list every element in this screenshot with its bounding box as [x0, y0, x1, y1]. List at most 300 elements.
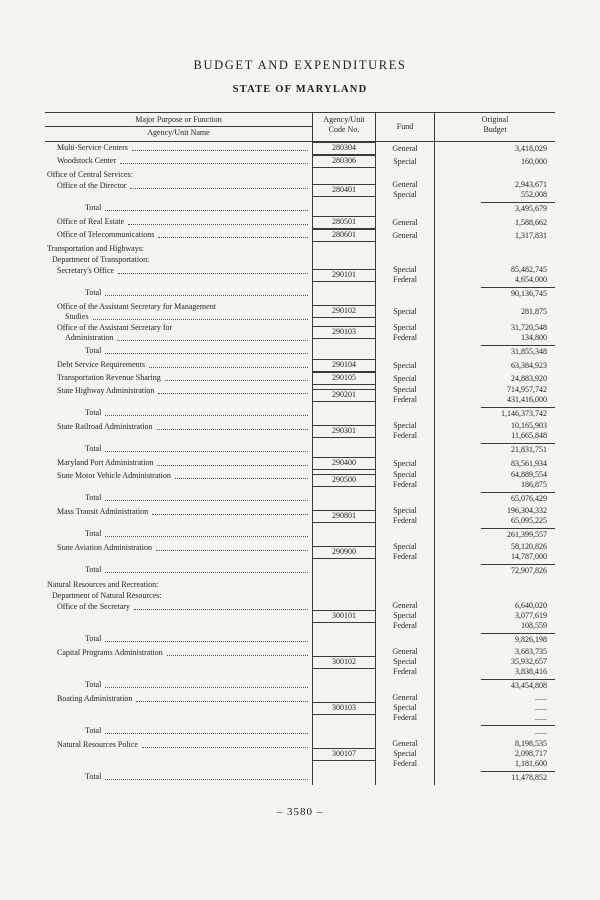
table-row — [45, 739, 555, 769]
agency-name-cell — [45, 180, 312, 200]
total-amount: ...... — [481, 725, 555, 737]
fund-name: Special — [393, 542, 417, 551]
budget-cell — [434, 631, 555, 647]
table-row — [45, 470, 555, 490]
agency-name-cell — [45, 301, 312, 322]
agency-code: 290400 — [313, 457, 375, 470]
agency-name-text: State Highway Administration — [57, 386, 155, 395]
total-label-line — [45, 343, 312, 359]
budget-cell — [434, 254, 555, 265]
fund-name: Federal — [393, 759, 417, 768]
agency-name-cell — [45, 372, 312, 385]
fund-cell — [375, 693, 434, 723]
budget-amount: 85,482,745 — [511, 265, 547, 274]
table-row — [45, 421, 555, 441]
total-label-line — [45, 723, 312, 739]
table-row — [45, 457, 555, 470]
dot-leader — [120, 163, 308, 164]
table-row — [45, 155, 555, 168]
fund-cell — [375, 506, 434, 526]
agency-code-cell — [312, 769, 375, 785]
total-label: Total — [85, 203, 102, 212]
total-label-line — [45, 769, 312, 785]
agency-code-cell — [312, 142, 375, 155]
table-row — [45, 168, 555, 180]
agency-code-cell — [312, 590, 375, 601]
agency-name-text: Office of Real Estate — [57, 217, 125, 226]
budget-amount: 3,077,619 — [515, 611, 547, 620]
agency-code-cell — [312, 405, 375, 421]
agency-code-cell — [312, 200, 375, 216]
agency-name-line — [45, 229, 312, 240]
table-row — [45, 441, 555, 457]
budget-cell — [434, 526, 555, 542]
agency-name-text: State Aviation Administration — [57, 543, 152, 552]
dot-leader — [117, 340, 308, 341]
fund-cell — [375, 562, 434, 578]
table-row — [45, 285, 555, 301]
fund-cell — [375, 254, 434, 265]
table-row — [45, 631, 555, 647]
agency-code: 290900 — [313, 546, 375, 559]
table-row — [45, 601, 555, 631]
fund-cell — [375, 490, 434, 506]
budget-amount: 14,787,000 — [511, 552, 547, 561]
budget-cell — [434, 693, 555, 723]
dot-leader — [105, 500, 308, 501]
dot-leader — [157, 465, 308, 466]
budget-cell — [434, 601, 555, 631]
table-row — [45, 385, 555, 405]
agency-name-cell — [45, 200, 312, 216]
agency-code-cell — [312, 739, 375, 769]
fund-cell — [375, 441, 434, 457]
fund-cell — [375, 142, 434, 155]
fund-name: General — [392, 143, 418, 153]
section-heading — [45, 254, 312, 265]
agency-code-cell — [312, 343, 375, 359]
agency-code-cell — [312, 677, 375, 693]
budget-cell — [434, 229, 555, 242]
total-amount: 261,399,557 — [481, 528, 555, 540]
fund-name: Federal — [393, 713, 417, 722]
fund-name: General — [392, 217, 418, 227]
budget-cell — [434, 385, 555, 405]
budget-amount: 8,198,535 — [515, 739, 547, 748]
agency-code-cell — [312, 229, 375, 242]
section-heading — [45, 168, 312, 180]
agency-name-line — [45, 601, 312, 612]
budget-cell — [434, 590, 555, 601]
agency-name-cell — [45, 490, 312, 506]
dot-leader — [105, 779, 308, 780]
budget-amount: 4,654,000 — [515, 275, 547, 284]
budget-amount: 281,875 — [521, 306, 547, 316]
table-row — [45, 578, 555, 590]
fund-cell — [375, 578, 434, 590]
fund-cell — [375, 322, 434, 343]
total-label-line — [45, 441, 312, 457]
agency-code-cell — [312, 421, 375, 441]
table-row — [45, 229, 555, 242]
budget-amount: 552,008 — [521, 190, 547, 199]
fund-cell — [375, 457, 434, 470]
dot-leader — [128, 224, 308, 225]
total-label: Total — [85, 529, 102, 538]
dot-leader — [158, 393, 308, 394]
dot-leader — [105, 295, 308, 296]
agency-name-line — [45, 542, 312, 553]
agency-name-cell — [45, 343, 312, 359]
budget-cell — [434, 343, 555, 359]
budget-amount: 58,120,826 — [511, 542, 547, 551]
budget-cell — [434, 180, 555, 200]
table-header-row — [45, 113, 555, 142]
agency-name-line — [45, 470, 312, 481]
agency-name-text: Natural Resources Police — [57, 740, 138, 749]
budget-amount: 6,640,020 — [515, 601, 547, 610]
fund-name: General — [392, 180, 418, 189]
total-amount: 90,136,745 — [481, 287, 555, 299]
budget-amount: 2,098,717 — [515, 749, 547, 758]
fund-cell — [375, 405, 434, 421]
agency-name-text: Office of the Assistant Secretary for Management — [57, 302, 216, 311]
agency-name-line — [45, 322, 312, 333]
agency-code-cell — [312, 216, 375, 229]
agency-name-cell — [45, 168, 312, 180]
agency-name-cell — [45, 578, 312, 590]
table-row — [45, 693, 555, 723]
column-header-budget-line2: Budget — [483, 125, 507, 134]
fund-cell — [375, 265, 434, 285]
budget-cell — [434, 769, 555, 785]
fund-name: Special — [393, 470, 417, 479]
agency-name-cell — [45, 322, 312, 343]
dot-leader — [105, 572, 308, 573]
dot-leader — [175, 478, 308, 479]
budget-amount: 186,875 — [521, 480, 547, 489]
dot-leader — [118, 273, 308, 274]
agency-name-cell — [45, 441, 312, 457]
agency-code: 300107 — [313, 748, 375, 761]
table-row — [45, 242, 555, 254]
fund-cell — [375, 542, 434, 562]
agency-name-text: Woodstock Center — [57, 156, 117, 165]
column-header-purpose — [45, 113, 312, 141]
fund-name: Special — [393, 265, 417, 274]
budget-amount: 11,665,848 — [511, 431, 547, 440]
agency-name-text: Administration — [65, 333, 114, 342]
agency-code-cell — [312, 322, 375, 343]
page-subtitle: STATE OF MARYLAND — [232, 84, 368, 95]
dot-leader — [105, 733, 308, 734]
total-amount: 11,478,852 — [481, 771, 555, 783]
agency-name-text: State Railroad Administration — [57, 422, 153, 431]
agency-code-cell — [312, 470, 375, 490]
fund-name: Federal — [393, 431, 417, 440]
budget-cell — [434, 723, 555, 739]
budget-cell — [434, 265, 555, 285]
table-row — [45, 677, 555, 693]
fund-name: Federal — [393, 275, 417, 284]
budget-cell — [434, 441, 555, 457]
dot-leader — [167, 655, 308, 656]
dot-leader — [105, 451, 308, 452]
table-row — [45, 142, 555, 155]
total-label: Total — [85, 726, 102, 735]
fund-name: Special — [393, 360, 417, 370]
budget-cell — [434, 405, 555, 421]
fund-cell — [375, 631, 434, 647]
fund-name: Federal — [393, 621, 417, 630]
agency-name-cell — [45, 359, 312, 372]
agency-code-cell — [312, 601, 375, 631]
agency-name-line — [45, 385, 312, 396]
agency-code: 280501 — [313, 216, 375, 229]
budget-amount: 1,181,600 — [515, 759, 547, 768]
agency-code-cell — [312, 242, 375, 254]
budget-cell — [434, 142, 555, 155]
budget-cell — [434, 506, 555, 526]
fund-name: Special — [393, 190, 417, 199]
fund-name: Federal — [393, 552, 417, 561]
agency-name-text: Office of the Assistant Secretary for — [57, 323, 173, 332]
total-label-line — [45, 285, 312, 301]
budget-amount: ...... — [535, 703, 547, 712]
table-row — [45, 301, 555, 322]
budget-cell — [434, 168, 555, 180]
agency-name-text: Mass Transit Administration — [57, 507, 149, 516]
table-row — [45, 562, 555, 578]
agency-name-cell — [45, 739, 312, 769]
total-label: Total — [85, 634, 102, 643]
agency-name-cell — [45, 385, 312, 405]
agency-name-line — [45, 457, 312, 468]
agency-name-cell — [45, 769, 312, 785]
agency-name-line — [45, 647, 312, 658]
budget-amount: 2,943,671 — [515, 180, 547, 189]
fund-cell — [375, 385, 434, 405]
agency-code-cell — [312, 168, 375, 180]
budget-cell — [434, 562, 555, 578]
agency-code-cell — [312, 457, 375, 470]
table-row — [45, 506, 555, 526]
agency-code: 300103 — [313, 702, 375, 715]
fund-name: Special — [393, 611, 417, 620]
budget-cell — [434, 542, 555, 562]
budget-amount: 31,720,548 — [511, 322, 547, 332]
agency-name-text: Maryland Port Administration — [57, 458, 154, 467]
budget-cell — [434, 285, 555, 301]
fund-name: General — [392, 739, 418, 748]
dot-leader — [152, 514, 308, 515]
table-row — [45, 769, 555, 785]
fund-cell — [375, 590, 434, 601]
agency-code: 290104 — [313, 359, 375, 372]
agency-code-cell — [312, 526, 375, 542]
agency-name-line — [45, 180, 312, 191]
column-header-code-line1: Agency/Unit — [323, 115, 365, 124]
agency-name-text: Multi-Service Centers — [57, 143, 128, 152]
budget-amount: 24,883,920 — [511, 373, 547, 383]
agency-code: 290201 — [313, 389, 375, 402]
fund-name: Special — [393, 749, 417, 758]
agency-code-cell — [312, 359, 375, 372]
fund-cell — [375, 242, 434, 254]
fund-name: General — [392, 601, 418, 610]
fund-cell — [375, 647, 434, 677]
budget-cell — [434, 578, 555, 590]
fund-name: Special — [393, 385, 417, 394]
page-number: – 3580 – — [276, 806, 324, 818]
table-row — [45, 265, 555, 285]
budget-cell — [434, 470, 555, 490]
total-amount: 72,907,826 — [481, 564, 555, 576]
fund-name: Special — [393, 322, 417, 332]
budget-cell — [434, 677, 555, 693]
section-heading-text: Natural Resources and Recreation: — [47, 580, 159, 589]
table-row — [45, 490, 555, 506]
dot-leader — [132, 150, 308, 151]
dot-leader — [156, 550, 308, 551]
table-row — [45, 343, 555, 359]
budget-cell — [434, 421, 555, 441]
agency-name-cell — [45, 723, 312, 739]
table-row — [45, 647, 555, 677]
agency-code-cell — [312, 372, 375, 385]
agency-name-line — [45, 739, 312, 750]
agency-name-cell — [45, 506, 312, 526]
agency-name-text: State Motor Vehicle Administration — [57, 471, 171, 480]
page-title: BUDGET AND EXPENDITURES — [193, 58, 407, 72]
fund-cell — [375, 168, 434, 180]
table-body — [45, 142, 555, 785]
agency-code-cell — [312, 441, 375, 457]
agency-name-text: Office of the Secretary — [57, 602, 130, 611]
budget-amount: 134,800 — [521, 332, 547, 342]
agency-name-text: Secretary's Office — [57, 266, 115, 275]
agency-code-cell — [312, 490, 375, 506]
table-row — [45, 200, 555, 216]
dot-leader — [158, 237, 308, 238]
agency-code: 290102 — [313, 305, 375, 318]
agency-name-text: Transportation Revenue Sharing — [57, 373, 161, 382]
budget-amount: 83,561,934 — [511, 458, 547, 468]
table-row — [45, 359, 555, 372]
fund-name: Federal — [393, 480, 417, 489]
total-label: Total — [85, 565, 102, 574]
fund-name: General — [392, 693, 418, 702]
agency-name-line — [45, 155, 312, 166]
agency-name-line — [45, 693, 312, 704]
budget-cell — [434, 739, 555, 769]
fund-name: Special — [393, 703, 417, 712]
agency-name-cell — [45, 142, 312, 155]
total-label: Total — [85, 444, 102, 453]
total-amount: 21,831,751 — [481, 443, 555, 455]
agency-name-cell — [45, 470, 312, 490]
total-label: Total — [85, 288, 102, 297]
agency-name-cell — [45, 457, 312, 470]
budget-cell — [434, 155, 555, 168]
fund-cell — [375, 285, 434, 301]
budget-cell — [434, 301, 555, 322]
budget-cell — [434, 322, 555, 343]
agency-name-cell — [45, 155, 312, 168]
column-header-purpose-line1: Major Purpose or Function — [45, 115, 312, 127]
agency-name-line — [45, 372, 312, 383]
agency-code-cell — [312, 693, 375, 723]
agency-name-cell — [45, 647, 312, 677]
budget-amount: 714,957,742 — [507, 385, 547, 394]
agency-name-line — [45, 216, 312, 227]
dot-leader — [93, 319, 308, 320]
fund-cell — [375, 301, 434, 322]
agency-name-cell — [45, 229, 312, 242]
budget-cell — [434, 647, 555, 677]
fund-cell — [375, 723, 434, 739]
budget-amount: ...... — [535, 713, 547, 722]
dot-leader — [142, 747, 308, 748]
total-amount: 1,146,373,742 — [481, 407, 555, 419]
budget-amount: 196,304,332 — [507, 506, 547, 515]
total-amount: 65,076,429 — [481, 492, 555, 504]
agency-name-line — [45, 359, 312, 370]
column-header-budget-line1: Original — [481, 115, 509, 124]
fund-cell — [375, 739, 434, 769]
budget-cell — [434, 457, 555, 470]
budget-amount: 1,588,662 — [515, 217, 547, 227]
budget-cell — [434, 372, 555, 385]
agency-name-cell — [45, 254, 312, 265]
budget-cell — [434, 359, 555, 372]
agency-name-cell — [45, 421, 312, 441]
table-row — [45, 723, 555, 739]
fund-name: Special — [393, 373, 417, 383]
agency-code: 300102 — [313, 656, 375, 669]
column-header-code — [312, 113, 375, 141]
agency-code-cell — [312, 647, 375, 677]
column-header-fund — [375, 113, 434, 141]
budget-amount: 108,559 — [521, 621, 547, 630]
total-label: Total — [85, 493, 102, 502]
fund-name: Special — [393, 306, 417, 316]
agency-code: 290105 — [313, 372, 375, 385]
agency-code: 300101 — [313, 610, 375, 623]
table-row — [45, 405, 555, 421]
agency-code-cell — [312, 265, 375, 285]
total-label-line — [45, 562, 312, 578]
fund-name: General — [392, 647, 418, 656]
column-header-budget — [434, 113, 555, 141]
total-label-line — [45, 490, 312, 506]
agency-code-cell — [312, 578, 375, 590]
fund-cell — [375, 200, 434, 216]
table-row — [45, 254, 555, 265]
agency-code: 290500 — [313, 474, 375, 487]
agency-code-cell — [312, 385, 375, 405]
section-heading-text: Department of Transportation: — [52, 255, 150, 264]
fund-name: General — [392, 230, 418, 240]
dot-leader — [134, 609, 308, 610]
table-row — [45, 216, 555, 229]
section-heading — [45, 578, 312, 590]
agency-name-text: Office of the Director — [57, 181, 127, 190]
budget-cell — [434, 216, 555, 229]
fund-cell — [375, 155, 434, 168]
budget-cell — [434, 200, 555, 216]
agency-name-text: Studies — [65, 312, 89, 321]
